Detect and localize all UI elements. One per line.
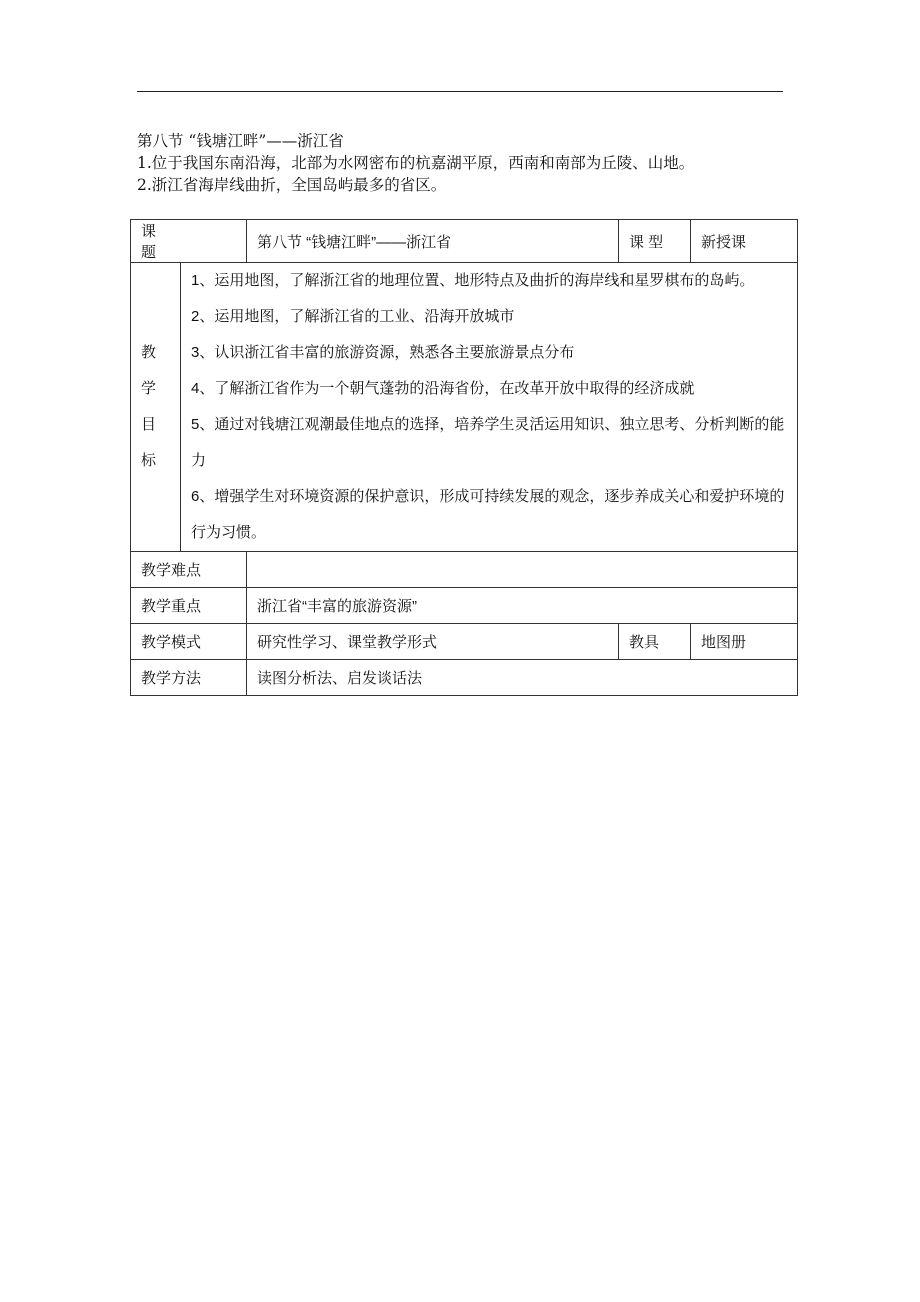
topic-row [131, 220, 798, 263]
goal-item: 2、运用地图，了解浙江省的工业、沿海开放城市 [191, 308, 515, 325]
goals-list [181, 263, 798, 552]
method-label: 教学方法 [131, 660, 247, 696]
method-value: 读图分析法、启发谈话法 [247, 660, 798, 696]
type-label: 课 型 [619, 220, 691, 263]
goal-item: 3、认识浙江省丰富的旅游资源，熟悉各主要旅游景点分布 [191, 344, 575, 361]
key-row [131, 588, 798, 624]
difficulty-row [131, 552, 798, 588]
goals-label: 教 学 目 标 [131, 263, 181, 552]
difficulty-value [247, 552, 798, 588]
header-rule [137, 91, 783, 92]
goal-item: 4、了解浙江省作为一个朝气蓬勃的沿海省份，在改革开放中取得的经济成就 [191, 380, 695, 397]
topic-value: 第八节 “钱塘江畔”——浙江省 [247, 220, 619, 263]
difficulty-label: 教学难点 [131, 552, 247, 588]
key-label: 教学重点 [131, 588, 247, 624]
intro-point-2: 2.浙江省海岸线曲折，全国岛屿最多的省区。 [137, 176, 447, 194]
type-value: 新授课 [691, 220, 798, 263]
mode-label: 教学模式 [131, 624, 247, 660]
tools-value: 地图册 [691, 624, 798, 660]
goal-item: 6、增强学生对环境资源的保护意识，形成可持续发展的观念，逐步养成关心和爱护环境的行为习惯。 [191, 488, 785, 541]
method-row [131, 660, 798, 696]
intro-point-1: 1.位于我国东南沿海，北部为水网密布的杭嘉湖平原，西南和南部为丘陵、山地。 [137, 154, 695, 172]
key-value: 浙江省“丰富的旅游资源” [247, 588, 798, 624]
intro-section [137, 130, 797, 196]
goals-row [131, 263, 798, 552]
topic-label: 课 题 [131, 220, 247, 263]
goal-item: 1、运用地图，了解浙江省的地理位置、地形特点及曲折的海岸线和星罗棋布的岛屿。 [191, 272, 755, 289]
tools-label: 教具 [619, 624, 691, 660]
lesson-plan-table [130, 219, 798, 696]
mode-value: 研究性学习、课堂教学形式 [247, 624, 619, 660]
mode-row [131, 624, 798, 660]
goal-item: 5、通过对钱塘江观潮最佳地点的选择，培养学生灵活运用知识、独立思考、分析判断的能力 [191, 416, 785, 469]
section-title: 第八节 “钱塘江畔”——浙江省 [137, 132, 344, 150]
